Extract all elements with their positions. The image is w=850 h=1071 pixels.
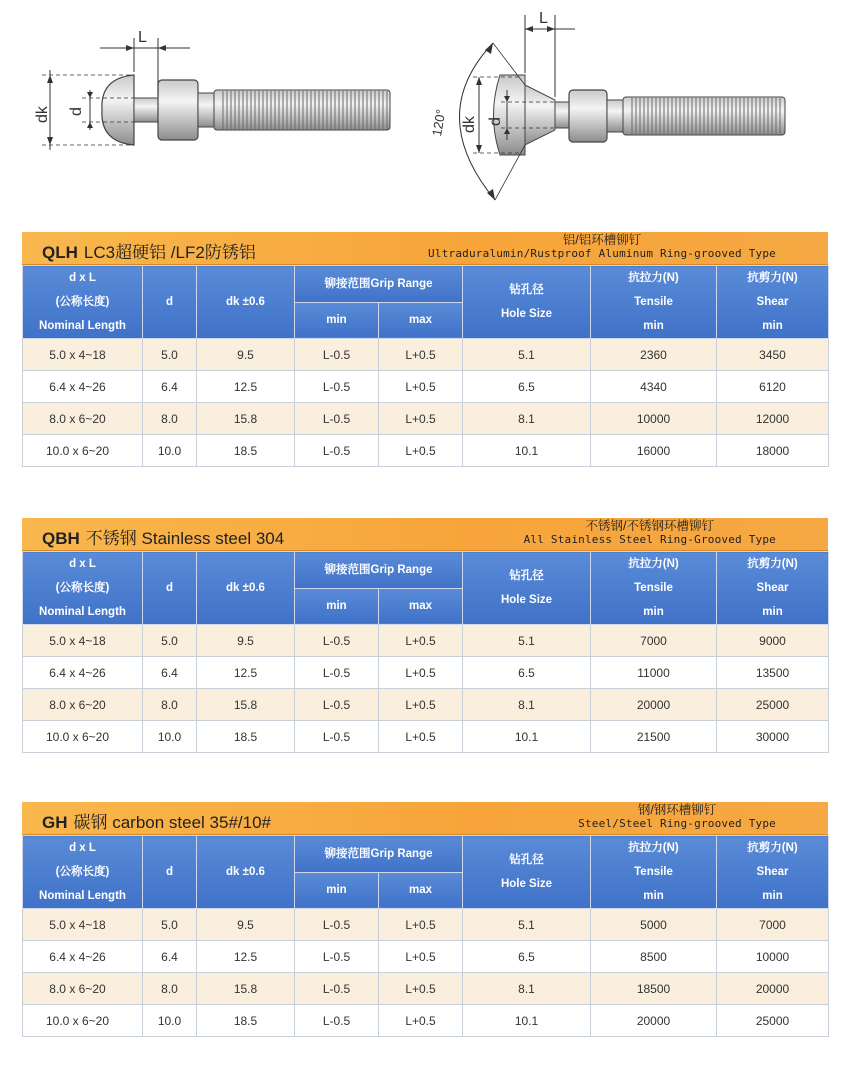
cell-tensile: 2360 [591,339,717,371]
header-hole-size: 钻孔径 Hole Size [463,266,591,339]
header-hole-size: 钻孔径 Hole Size [463,836,591,909]
spec-table [22,835,829,1037]
cell-d: 6.4 [143,657,197,689]
header-tensile: 抗拉力(N) Tensile min [591,266,717,339]
cell-d: 10.0 [143,721,197,753]
header-tensile: 抗拉力(N) Tensile min [591,552,717,625]
cell-shear: 20000 [717,973,829,1005]
section-qlh [22,232,828,467]
section-type-cn: 铝/铝环槽铆钉 [562,233,642,247]
cell-tensile: 18500 [591,973,717,1005]
cell-max: L+0.5 [379,941,463,973]
cell-dxl: 8.0 x 6~20 [23,973,143,1005]
spec-table [22,265,829,467]
cell-max: L+0.5 [379,1005,463,1037]
cell-dxl: 5.0 x 4~18 [23,339,143,371]
cell-max: L+0.5 [379,657,463,689]
header-dk: dk ±0.6 [197,552,295,625]
table-row [23,1005,829,1037]
spec-table [22,551,829,753]
cell-shear: 7000 [717,909,829,941]
cell-min: L-0.5 [295,689,379,721]
section-type-en: Ultraduralumin/Rustproof Aluminum Ring-grooved Type [428,247,776,260]
header-min: min [295,302,379,339]
cell-min: L-0.5 [295,371,379,403]
table-row [23,657,829,689]
cell-dk: 18.5 [197,1005,295,1037]
cell-dk: 9.5 [197,909,295,941]
header-max: max [379,302,463,339]
cell-d: 5.0 [143,339,197,371]
section-code: QLH [42,243,78,262]
countersunk-rivet-diagram [415,5,805,215]
header-grip-range: 铆接范围Grip Range [295,266,463,303]
section-title [42,524,284,549]
cell-hole: 5.1 [463,339,591,371]
cell-hole: 8.1 [463,973,591,1005]
cell-dk: 12.5 [197,941,295,973]
section-gh [22,802,828,1037]
cell-d: 10.0 [143,435,197,467]
cell-shear: 18000 [717,435,829,467]
cell-dk: 15.8 [197,973,295,1005]
section-material: 碳钢 carbon steel 35#/10# [73,813,272,832]
table-row [23,689,829,721]
header-shear: 抗剪力(N) Shear min [717,836,829,909]
cell-hole: 8.1 [463,403,591,435]
cell-max: L+0.5 [379,435,463,467]
header-tensile: 抗拉力(N) Tensile min [591,836,717,909]
cell-d: 10.0 [143,1005,197,1037]
header-max: max [379,872,463,909]
cell-tensile: 10000 [591,403,717,435]
cell-dk: 9.5 [197,339,295,371]
cell-dk: 18.5 [197,435,295,467]
cell-max: L+0.5 [379,689,463,721]
cell-dk: 12.5 [197,371,295,403]
table-row [23,625,829,657]
cell-max: L+0.5 [379,909,463,941]
cell-dk: 12.5 [197,657,295,689]
cell-shear: 30000 [717,721,829,753]
cell-dk: 9.5 [197,625,295,657]
cell-dxl: 10.0 x 6~20 [23,435,143,467]
cell-shear: 13500 [717,657,829,689]
section-title [42,808,271,833]
section-type [578,804,776,830]
table-row [23,403,829,435]
cell-dxl: 5.0 x 4~18 [23,625,143,657]
label-d-countersunk: d [487,117,504,126]
table-row [23,435,829,467]
header-dk: dk ±0.6 [197,266,295,339]
label-angle: 120° [429,108,449,138]
cell-dk: 18.5 [197,721,295,753]
cell-tensile: 21500 [591,721,717,753]
cell-shear: 25000 [717,689,829,721]
header-dxl: d x L (公称长度) Nominal Length [23,552,143,625]
section-type [428,234,776,260]
section-code: GH [42,813,68,832]
cell-hole: 6.5 [463,941,591,973]
header-max: max [379,588,463,625]
table-row [23,909,829,941]
header-d: d [143,266,197,339]
section-type [524,520,776,546]
section-code: QBH [42,529,80,548]
cell-max: L+0.5 [379,339,463,371]
header-grip-range: 铆接范围Grip Range [295,552,463,589]
cell-max: L+0.5 [379,403,463,435]
cell-min: L-0.5 [295,909,379,941]
header-grip-range: 铆接范围Grip Range [295,836,463,873]
cell-max: L+0.5 [379,973,463,1005]
cell-hole: 5.1 [463,909,591,941]
section-material: 不锈钢 Stainless steel 304 [85,529,285,548]
header-shear: 抗剪力(N) Shear min [717,552,829,625]
cell-tensile: 11000 [591,657,717,689]
cell-dxl: 6.4 x 4~26 [23,657,143,689]
cell-max: L+0.5 [379,721,463,753]
cell-max: L+0.5 [379,371,463,403]
table-row [23,973,829,1005]
cell-hole: 5.1 [463,625,591,657]
cell-hole: 10.1 [463,721,591,753]
cell-max: L+0.5 [379,625,463,657]
cell-min: L-0.5 [295,625,379,657]
cell-dxl: 10.0 x 6~20 [23,1005,143,1037]
cell-d: 6.4 [143,371,197,403]
header-d: d [143,552,197,625]
section-banner [22,232,828,265]
header-min: min [295,872,379,909]
cell-shear: 25000 [717,1005,829,1037]
label-dk: dk [34,106,51,123]
cell-tensile: 7000 [591,625,717,657]
cell-d: 8.0 [143,689,197,721]
cell-hole: 6.5 [463,657,591,689]
cell-hole: 8.1 [463,689,591,721]
cell-tensile: 5000 [591,909,717,941]
table-row [23,371,829,403]
cell-tensile: 20000 [591,1005,717,1037]
header-dxl: d x L (公称长度) Nominal Length [23,836,143,909]
cell-tensile: 16000 [591,435,717,467]
section-title [42,238,256,263]
cell-min: L-0.5 [295,973,379,1005]
cell-min: L-0.5 [295,435,379,467]
label-d: d [68,107,85,116]
label-L-countersunk: L [539,10,548,27]
cell-shear: 9000 [717,625,829,657]
section-type-cn: 钢/钢环槽铆钉 [637,803,717,817]
cell-dxl: 8.0 x 6~20 [23,689,143,721]
cell-d: 8.0 [143,973,197,1005]
cell-dxl: 6.4 x 4~26 [23,941,143,973]
cell-dxl: 5.0 x 4~18 [23,909,143,941]
header-dxl: d x L (公称长度) Nominal Length [23,266,143,339]
table-row [23,339,829,371]
round-head-rivet-diagram [30,20,410,170]
table-row [23,941,829,973]
cell-dk: 15.8 [197,403,295,435]
cell-min: L-0.5 [295,941,379,973]
cell-d: 5.0 [143,909,197,941]
cell-tensile: 8500 [591,941,717,973]
cell-dxl: 10.0 x 6~20 [23,721,143,753]
cell-dxl: 6.4 x 4~26 [23,371,143,403]
header-hole-size: 钻孔径 Hole Size [463,552,591,625]
label-dk-countersunk: dk [461,116,478,133]
section-material: LC3超硬铝 /LF2防锈铝 [83,243,256,262]
cell-tensile: 4340 [591,371,717,403]
cell-d: 6.4 [143,941,197,973]
section-type-cn: 不锈钢/不锈钢环槽铆钉 [585,519,715,533]
header-min: min [295,588,379,625]
section-banner [22,802,828,835]
cell-shear: 10000 [717,941,829,973]
header-d: d [143,836,197,909]
table-row [23,721,829,753]
cell-tensile: 20000 [591,689,717,721]
cell-shear: 3450 [717,339,829,371]
cell-shear: 6120 [717,371,829,403]
cell-hole: 10.1 [463,435,591,467]
cell-shear: 12000 [717,403,829,435]
label-L: L [138,29,147,46]
header-shear: 抗剪力(N) Shear min [717,266,829,339]
cell-min: L-0.5 [295,1005,379,1037]
cell-hole: 6.5 [463,371,591,403]
cell-dk: 15.8 [197,689,295,721]
cell-min: L-0.5 [295,657,379,689]
cell-min: L-0.5 [295,339,379,371]
section-type-en: All Stainless Steel Ring-Grooved Type [523,533,776,546]
cell-d: 8.0 [143,403,197,435]
cell-min: L-0.5 [295,721,379,753]
cell-hole: 10.1 [463,1005,591,1037]
section-banner [22,518,828,551]
header-dk: dk ±0.6 [197,836,295,909]
section-qbh [22,518,828,753]
cell-min: L-0.5 [295,403,379,435]
section-type-en: Steel/Steel Ring-grooved Type [578,817,776,830]
cell-d: 5.0 [143,625,197,657]
cell-dxl: 8.0 x 6~20 [23,403,143,435]
